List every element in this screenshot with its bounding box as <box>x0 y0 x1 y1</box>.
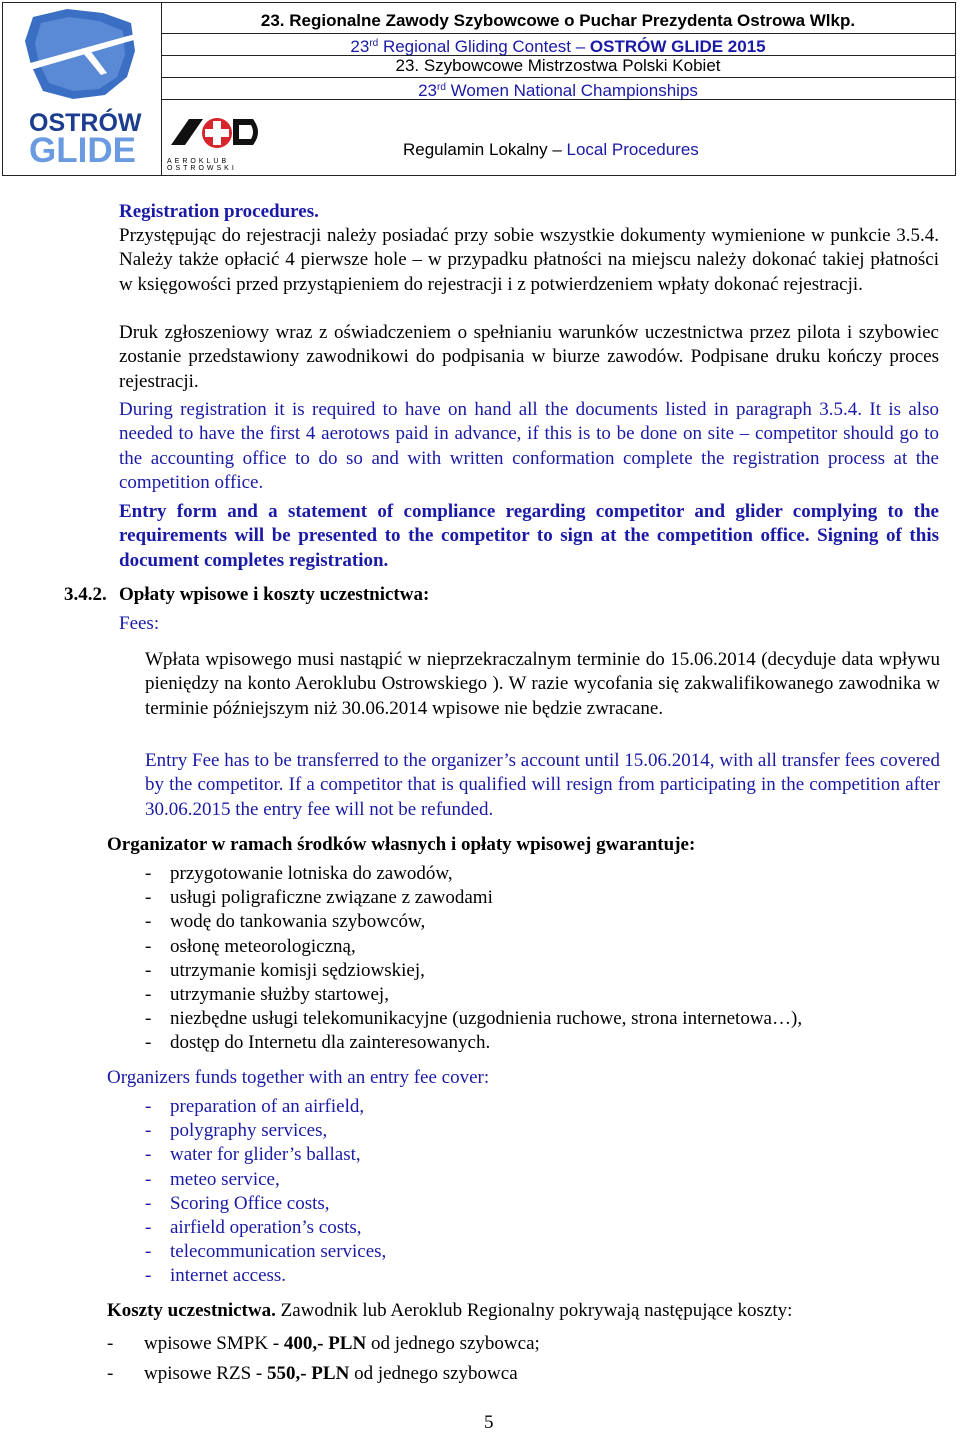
cost-item-label: wpisowe SMPK - <box>144 1333 284 1354</box>
fees-text-pl: Wpłata wpisowego musi nastąpić w nieprzekraczalnym terminie do 15.06.2014 (decyduje data wpływu pieniędzy na konto Aeroklubu Ostrowskiego ). W razie wycofania się zakwalifikowanego zawodnika w terminie późniejszym niż 30.06.2014 wpisowe nie będzie zwracane. <box>145 649 940 719</box>
aeroklub-ostrowski-logo <box>167 111 267 172</box>
list-item: - niezbędne usługi telekomunikacyjne (uzgodnienia ruchowe, strona internetowa…), <box>145 1007 935 1031</box>
fees-text-en: Entry Fee has to be transferred to the organizer’s account until 15.06.2014, with all transfer fees covered by the competitor. If a competitor that is qualified will resign from participating in the competition after 30.06.2015 the entry fee will not be refunded. <box>145 750 940 820</box>
list-item: - preparation of an airfield, <box>145 1095 935 1119</box>
list-item: - water for glider’s ballast, <box>145 1143 935 1167</box>
ostrow-glide-logo <box>3 3 162 175</box>
registration-text-pl-1: Przystępując do rejestracji należy posiadać przy sobie wszystkie dokumenty wymienione w punkcie 3.5.4. Należy także opłacić 4 pierwsze hole – w przypadku płatności na miejscu należy dokonać takiej płatności w księgowości przed przystąpieniem do rejestracji i z potwierdzeniem wpłaty dokonać rejestracji. <box>119 225 939 295</box>
contest-ordinal-suffix: rd <box>369 38 379 49</box>
header-title-pl: 23. Regionalne Zawody Szybowcowe o Puchar Prezydenta Ostrowa Wlkp. <box>260 11 856 30</box>
list-item: - dostęp do Internetu dla zainteresowanych. <box>145 1031 935 1055</box>
registration-text-en-2: Entry form and a statement of compliance regarding competitor and glider complying to the requirements will be presented to the competitor to sign at the competition office. Signing of this document completes registration. <box>119 501 939 571</box>
costs-paragraph <box>107 1299 937 1323</box>
contest-ordinal: 23 <box>350 37 370 56</box>
list-item: - utrzymanie komisji sędziowskiej, <box>145 959 935 983</box>
header-contest-en <box>161 34 955 57</box>
cost-item-amount: 550,- PLN <box>266 1363 350 1384</box>
cost-item-amount: 400,- PLN <box>283 1333 367 1354</box>
list-item: - internet access. <box>145 1264 935 1288</box>
organizer-list-en <box>145 1095 935 1289</box>
fees-heading-pl: Opłaty wpisowe i koszty uczestnictwa: <box>119 584 430 605</box>
list-item: - przygotowanie lotniska do zawodów, <box>145 862 935 886</box>
list-item: - polygraphy services, <box>145 1119 935 1143</box>
poland-map-glider-icon <box>3 3 159 111</box>
costs-intro: Zawodnik lub Aeroklub Regionalny pokrywają następujące koszty: <box>275 1300 793 1321</box>
registration-text-pl-2: Druk zgłoszeniowy wraz z oświadczeniem o spełnianiu warunków uczestnictwa przez pilota i szybowiec zostanie przedstawiony zawodnikowi do podpisania w biurze zawodów. Podpisane druku kończy proces rejestracji. <box>119 322 939 392</box>
list-item: - utrzymanie służby startowej, <box>145 983 935 1007</box>
cost-item-suffix: od jednego szybowca <box>349 1363 518 1384</box>
aeroklub-emblem-icon <box>167 111 267 161</box>
list-item <box>107 1329 927 1359</box>
logo-wordmark-glide: GLIDE <box>29 131 136 170</box>
logo-wordmark-ostrow: OSTRÓW <box>29 109 142 137</box>
header-procedures <box>403 140 699 160</box>
procedures-pl: Regulamin Lokalny <box>403 140 548 159</box>
organizer-heading-pl: Organizator w ramach środków własnych i opłaty wpisowej gwarantuje: <box>107 834 696 855</box>
cost-item-label: wpisowe RZS - <box>144 1363 267 1384</box>
header-women-pl: 23. Szybowcowe Mistrzostwa Polski Kobiet <box>395 56 721 75</box>
procedures-en: Local Procedures <box>566 140 699 159</box>
contest-brand: OSTRÓW GLIDE 2015 <box>589 37 766 56</box>
fees-heading-en: Fees: <box>119 613 160 634</box>
list-item: - meteo service, <box>145 1168 935 1192</box>
list-item <box>107 1359 927 1389</box>
list-item: - osłonę meteorologiczną, <box>145 935 935 959</box>
list-item: - Scoring Office costs, <box>145 1192 935 1216</box>
organizer-heading-en: Organizers funds together with an entry fee cover: <box>107 1067 490 1088</box>
organizer-list-pl <box>145 862 935 1056</box>
header-women-en <box>161 78 955 101</box>
aeroklub-subtext: AEROKLUB OSTROWSKI <box>167 158 237 172</box>
list-item: - telecommunication services, <box>145 1240 935 1264</box>
costs-list <box>107 1329 927 1389</box>
list-item: - wodę do tankowania szybowców, <box>145 910 935 934</box>
registration-text-en-1: During registration it is required to have on hand all the documents listed in paragraph 3.5.4. It is also needed to have the first 4 aerotows paid in advance, if this is to be done on site – competitor should go to the accounting office to do so and with written conformation complete the registration process at the competition office. <box>119 399 939 494</box>
women-ordinal-suffix: rd <box>437 82 446 93</box>
cost-item-suffix: od jednego szybowca; <box>366 1333 540 1354</box>
page-header <box>2 2 956 176</box>
fees-section-number: 3.4.2. <box>64 584 107 605</box>
list-item: - airfield operation’s costs, <box>145 1216 935 1240</box>
women-ordinal: 23 <box>418 81 438 100</box>
registration-heading-en: Registration procedures. <box>119 201 319 222</box>
page-number: 5 <box>484 1412 494 1433</box>
procedures-dash: – <box>547 140 567 159</box>
contest-name: Regional Gliding Contest – <box>378 37 590 56</box>
costs-heading: Koszty uczestnictwa. <box>107 1300 276 1321</box>
list-item: - usługi poligraficzne związane z zawodami <box>145 886 935 910</box>
women-name: Women National Championships <box>445 81 698 100</box>
